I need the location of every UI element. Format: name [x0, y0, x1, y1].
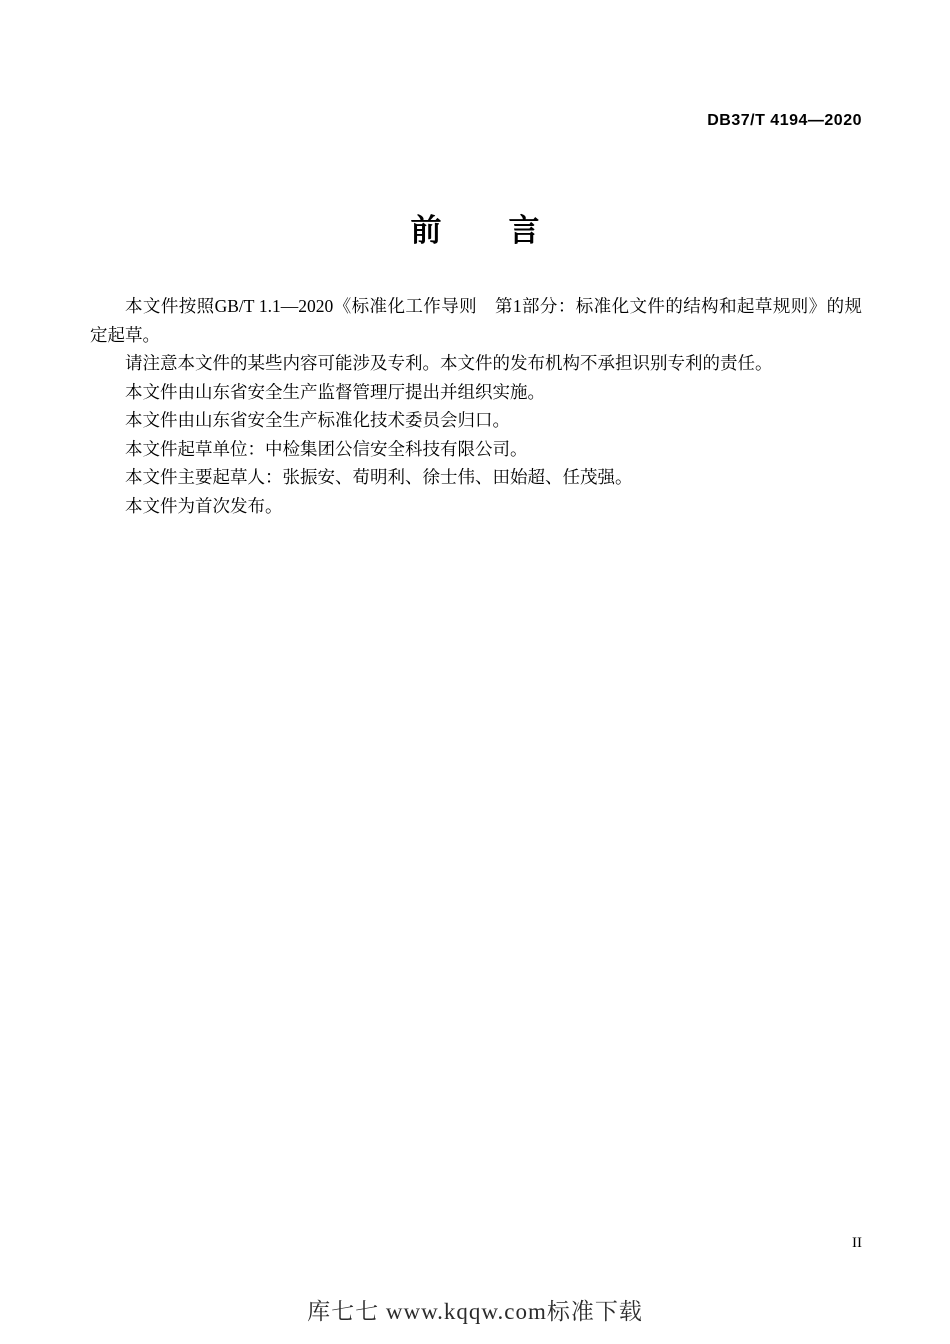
paragraph: 本文件由山东省安全生产监督管理厅提出并组织实施。 — [125, 381, 545, 402]
foreword-body — [90, 292, 862, 520]
paragraph: 本文件主要起草人：张振安、荀明利、徐士伟、田始超、任茂强。 — [125, 467, 633, 487]
paragraph: 本文件按照GB/T 1.1—2020《标准化工作导则 第1部分：标准化文件的结构和起草规则》的规定起草。 — [90, 296, 862, 345]
paragraph: 本文件起草单位：中检集团公信安全科技有限公司。 — [125, 438, 528, 459]
paragraph: 请注意本文件的某些内容可能涉及专利。本文件的发布机构不承担识别专利的责任。 — [125, 353, 773, 373]
page-title: 前 言 — [410, 213, 558, 248]
paragraph: 本文件由山东省安全生产标准化技术委员会归口。 — [125, 410, 510, 430]
footer-watermark: 库七七 www.kqqw.com标准下载 — [307, 1299, 643, 1324]
paragraph: 本文件为首次发布。 — [125, 495, 283, 516]
standard-number-header: DB37/T 4194—2020 — [707, 112, 862, 129]
page-number: II — [852, 1235, 862, 1251]
